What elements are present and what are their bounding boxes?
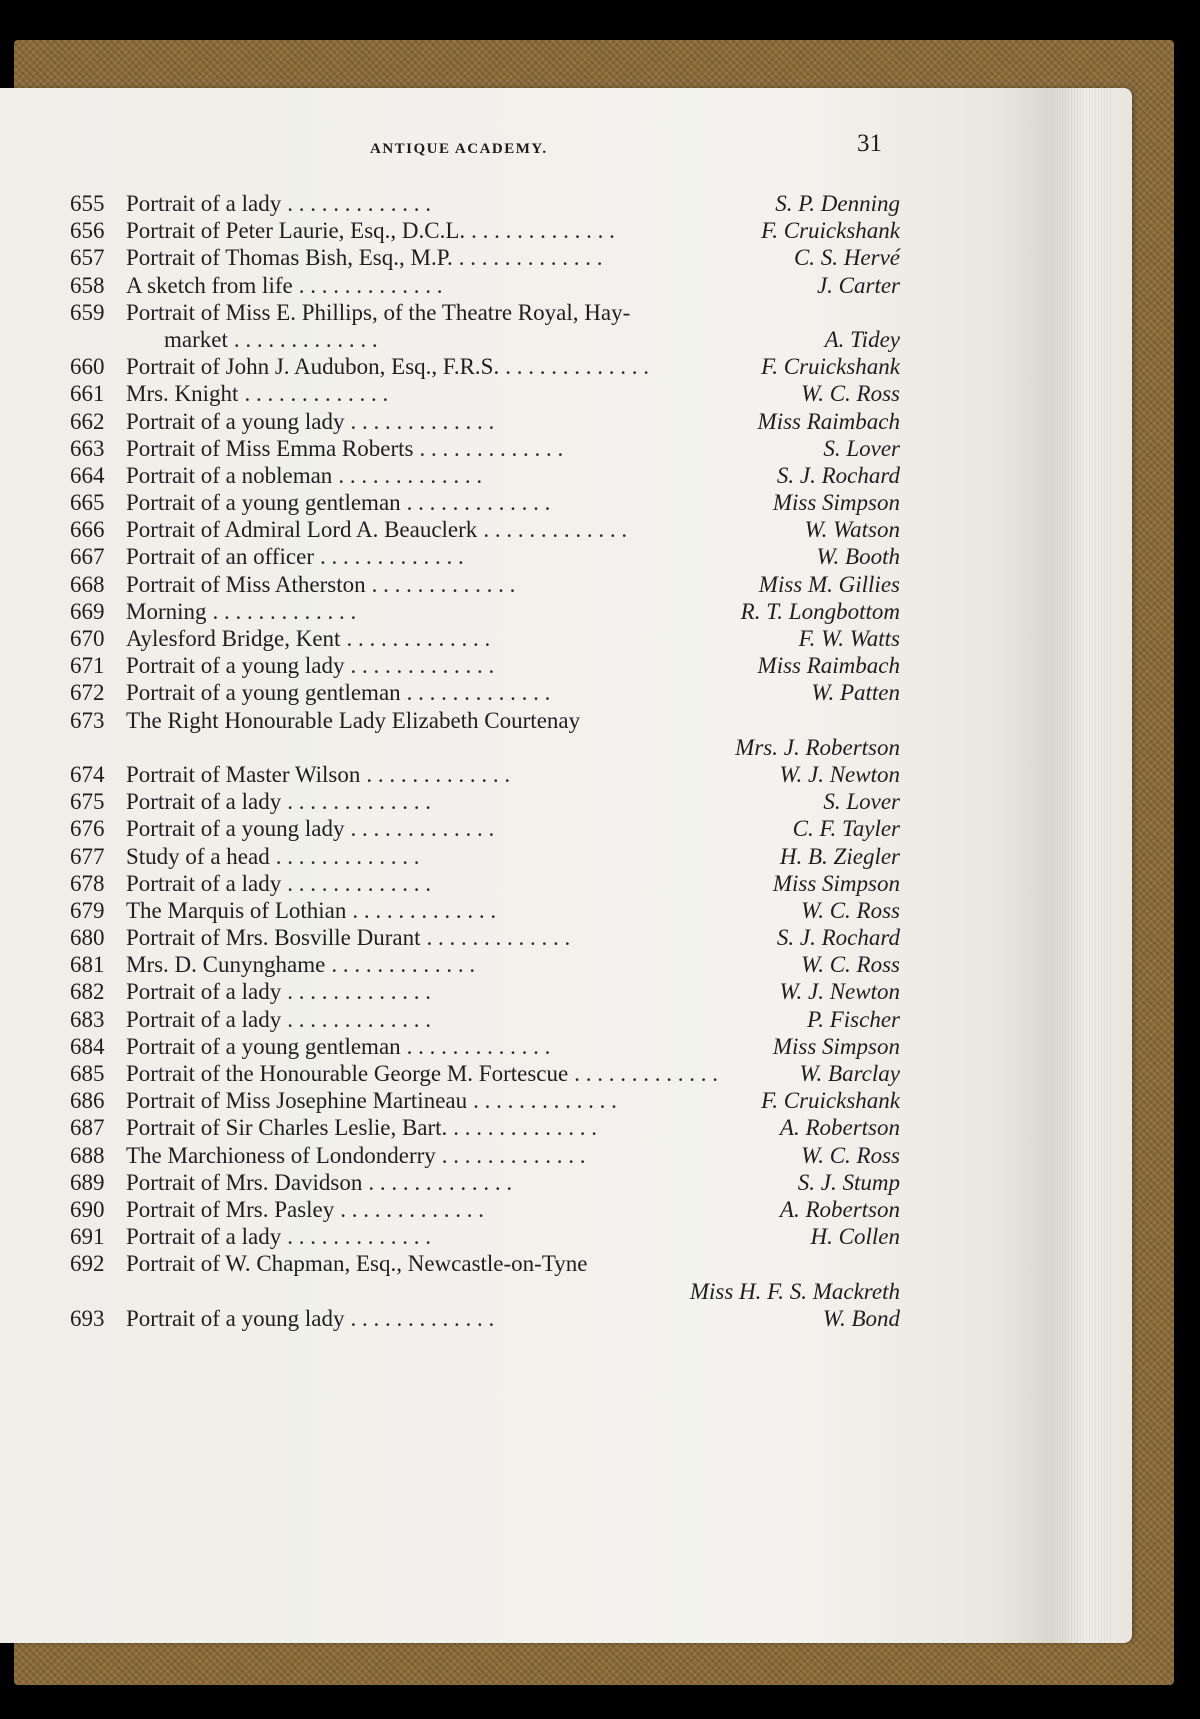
- entry-number: 667: [70, 544, 105, 570]
- leader-dots: . . . . . . . . . . . . .: [406, 490, 551, 516]
- catalogue-entry: [70, 1033, 900, 1060]
- entry-artist: H. Collen: [810, 1224, 900, 1250]
- entry-artist: W. Watson: [804, 517, 900, 543]
- leader-dots: . . . . . . . . . . . . .: [419, 435, 564, 461]
- leader-dots: . . . . . . . . . . . . .: [350, 816, 495, 842]
- entry-number: 676: [70, 816, 105, 842]
- entry-number: 691: [70, 1224, 105, 1250]
- leader-dots: . . . . . . . . . . . . .: [441, 1142, 586, 1168]
- entry-title: Portrait of Peter Laurie, Esq., D.C.L.: [126, 218, 466, 244]
- entry-title: Portrait of a lady: [126, 191, 282, 216]
- entry-artist: F. Cruickshank: [761, 218, 900, 244]
- entry-artist: Miss M. Gillies: [758, 571, 900, 597]
- catalogue-entry: [70, 734, 900, 761]
- leader-dots: . . . . . . . . . . . . .: [574, 1061, 718, 1086]
- catalogue-entry: [70, 1087, 900, 1114]
- entry-number: 686: [70, 1088, 105, 1114]
- entry-number: 690: [70, 1196, 105, 1222]
- leader-dots: . . . . . . . . . . . . .: [233, 326, 378, 352]
- entry-artist: P. Fischer: [807, 1006, 900, 1032]
- entry-number: 661: [70, 381, 105, 407]
- leader-dots: . . . . . . . . . . . . .: [350, 653, 495, 679]
- catalogue-entry: [70, 707, 900, 734]
- leader-dots: . . . . . . . . . . . . .: [368, 1169, 513, 1195]
- entry-number: 663: [70, 435, 105, 461]
- entry-title: Portrait of a young gentleman: [126, 680, 401, 706]
- catalogue-entry: [70, 217, 900, 244]
- entry-artist: A. Tidey: [824, 326, 900, 352]
- entry-artist: S. J. Rochard: [776, 925, 900, 951]
- page-number: 31: [857, 130, 882, 157]
- catalogue-entry: [70, 1006, 900, 1033]
- entry-title: Portrait of a young lady: [126, 1305, 345, 1331]
- entry-artist: R. T. Longbottom: [740, 598, 900, 624]
- entry-number: 683: [70, 1006, 105, 1032]
- entry-number: 679: [70, 897, 105, 923]
- entry-title: Portrait of a nobleman: [126, 462, 333, 488]
- entry-title: Portrait of Miss Josephine Martineau: [126, 1088, 468, 1114]
- entry-title: Portrait of Miss E. Phillips, of the Theatre Royal, Hay-: [126, 299, 631, 325]
- catalogue-entry: [70, 652, 900, 679]
- entry-title: Portrait of Admiral Lord A. Beauclerk: [126, 517, 478, 543]
- entry-title: Portrait of a lady: [126, 979, 282, 1005]
- catalogue-entry: [70, 571, 900, 598]
- entry-number: 687: [70, 1115, 105, 1141]
- entry-number: 685: [70, 1061, 105, 1086]
- leader-dots: . . . . . . . . . . . . .: [350, 1305, 495, 1331]
- entry-artist: W. Patten: [811, 680, 900, 706]
- entry-title: Portrait of an officer: [126, 544, 314, 570]
- leader-dots: . . . . . . . . . . . . .: [406, 1033, 551, 1059]
- entry-title: Portrait of W. Chapman, Esq., Newcastle-on-Tyne: [126, 1251, 588, 1277]
- catalogue-entry: [70, 978, 900, 1005]
- entry-artist: S. P. Denning: [775, 191, 900, 216]
- leader-dots: . . . . . . . . . . . . .: [319, 544, 464, 570]
- leader-dots: . . . . . . . . . . . . .: [275, 843, 420, 869]
- entry-title: Mrs. Knight: [126, 381, 239, 407]
- entry-title: Portrait of a lady: [126, 1006, 282, 1032]
- leader-dots: . . . . . . . . . . . . .: [331, 952, 476, 978]
- leader-dots: . . . . . . . . . . . . .: [287, 1224, 431, 1250]
- catalogue-entry: [70, 625, 900, 652]
- leader-dots: . . . . . . . . . . . . .: [212, 598, 357, 624]
- entry-artist: Mrs. J. Robertson: [735, 734, 900, 760]
- leader-dots: . . . . . . . . . . . . .: [505, 354, 649, 380]
- leader-dots: . . . . . . . . . . . . .: [406, 680, 551, 706]
- catalogue-entry: [70, 326, 900, 353]
- catalogue-entry: [70, 272, 900, 299]
- entry-title: Portrait of a lady: [126, 870, 282, 896]
- leader-dots: . . . . . . . . . . . . .: [350, 408, 495, 434]
- catalogue-entry: [70, 897, 900, 924]
- entry-artist: Miss Simpson: [772, 1033, 900, 1059]
- entry-number: 693: [70, 1305, 105, 1331]
- entry-number: 662: [70, 408, 105, 434]
- catalogue-entry: [70, 951, 900, 978]
- entry-title: Portrait of a lady: [126, 789, 282, 815]
- catalogue-entry: [70, 1305, 900, 1332]
- entry-title: market: [164, 326, 228, 352]
- leader-dots: . . . . . . . . . . . . .: [287, 789, 431, 815]
- entry-artist: A. Robertson: [779, 1115, 900, 1141]
- entry-number: 657: [70, 245, 105, 271]
- leader-dots: . . . . . . . . . . . . .: [298, 272, 443, 298]
- entry-number: 677: [70, 843, 105, 869]
- catalogue-entry: [70, 815, 900, 842]
- entry-number: 670: [70, 626, 105, 651]
- entry-number: 681: [70, 952, 105, 978]
- entry-title: Portrait of Master Wilson: [126, 761, 361, 787]
- running-head: ANTIQUE ACADEMY.: [370, 141, 548, 157]
- entry-title: Portrait of Thomas Bish, Esq., M.P.: [126, 245, 453, 271]
- entry-title: The Marquis of Lothian: [126, 897, 347, 923]
- leader-dots: . . . . . . . . . . . . .: [471, 218, 615, 244]
- entry-number: 665: [70, 490, 105, 516]
- entry-artist: H. B. Ziegler: [779, 843, 900, 869]
- catalogue-entry: [70, 1223, 900, 1250]
- entry-title: Portrait of Miss Emma Roberts: [126, 435, 414, 461]
- entry-title: Portrait of the Honourable George M. Fortescue: [126, 1061, 569, 1086]
- entry-artist: S. Lover: [823, 789, 900, 815]
- entry-artist: C. F. Tayler: [792, 816, 900, 842]
- catalogue-entry: [70, 190, 900, 217]
- catalogue-entry: [70, 843, 900, 870]
- leader-dots: . . . . . . . . . . . . .: [483, 517, 628, 543]
- leader-dots: . . . . . . . . . . . . .: [346, 626, 491, 651]
- catalogue-entry: [70, 380, 900, 407]
- entry-title: Portrait of Sir Charles Leslie, Bart.: [126, 1115, 448, 1141]
- catalogue-entry: [70, 543, 900, 570]
- entry-artist: W. C. Ross: [801, 897, 900, 923]
- catalogue-entry: [70, 1142, 900, 1169]
- entry-number: 672: [70, 680, 105, 706]
- entry-artist: Miss Raimbach: [757, 653, 900, 679]
- entry-title: Portrait of Mrs. Pasley: [126, 1196, 335, 1222]
- leader-dots: . . . . . . . . . . . . .: [287, 979, 431, 1005]
- entry-artist: W. Booth: [816, 544, 900, 570]
- leader-dots: . . . . . . . . . . . . .: [287, 870, 431, 896]
- entry-artist: J. Carter: [816, 272, 900, 298]
- catalogue-entry: [70, 788, 900, 815]
- leader-dots: . . . . . . . . . . . . .: [287, 1006, 431, 1032]
- entry-title: A sketch from life: [126, 272, 293, 298]
- entry-number: 655: [70, 191, 105, 216]
- entry-title: Portrait of Mrs. Davidson: [126, 1169, 363, 1195]
- catalogue-entry: [70, 598, 900, 625]
- entry-number: 684: [70, 1033, 105, 1059]
- entry-number: 668: [70, 571, 105, 597]
- entry-artist: F. Cruickshank: [761, 354, 900, 380]
- page-edge: [1062, 88, 1112, 1643]
- catalogue-entry: [70, 870, 900, 897]
- entry-artist: W. Bond: [822, 1305, 900, 1331]
- entry-artist: W. C. Ross: [801, 952, 900, 978]
- entry-number: 682: [70, 979, 105, 1005]
- entry-number: 658: [70, 272, 105, 298]
- catalogue-entry: [70, 1169, 900, 1196]
- entry-title: The Right Honourable Lady Elizabeth Courtenay: [126, 707, 581, 733]
- entry-artist: Miss Raimbach: [757, 408, 900, 434]
- entry-number: 666: [70, 517, 105, 543]
- entry-number: 664: [70, 462, 105, 488]
- entry-artist: F. W. Watts: [798, 626, 900, 651]
- catalogue-entry: [70, 679, 900, 706]
- catalogue-entry: [70, 516, 900, 543]
- entry-title: Portrait of a young gentleman: [126, 490, 401, 516]
- catalogue-entry: [70, 489, 900, 516]
- entry-artist: Miss Simpson: [772, 870, 900, 896]
- entry-title: Morning: [126, 598, 207, 624]
- catalogue-entry: [70, 1196, 900, 1223]
- catalogue-entry: [70, 462, 900, 489]
- leader-dots: . . . . . . . . . . . . .: [352, 897, 497, 923]
- entry-title: Portrait of a lady: [126, 1224, 282, 1250]
- entry-artist: S. J. Stump: [797, 1169, 900, 1195]
- catalogue-entry: [70, 1114, 900, 1141]
- entry-artist: W. Barclay: [799, 1061, 900, 1086]
- entry-artist: S. Lover: [823, 435, 900, 461]
- entry-artist: S. J. Rochard: [776, 462, 900, 488]
- entry-title: Portrait of a young lady: [126, 816, 345, 842]
- entry-number: 673: [70, 707, 105, 733]
- entry-number: 656: [70, 218, 105, 244]
- entry-number: 680: [70, 925, 105, 951]
- entry-title: Study of a head: [126, 843, 270, 869]
- entry-artist: W. C. Ross: [801, 381, 900, 407]
- entry-number: 674: [70, 761, 105, 787]
- catalogue-list: [70, 190, 900, 1332]
- catalogue-entry: [70, 1060, 900, 1087]
- entry-title: The Marchioness of Londonderry: [126, 1142, 436, 1168]
- entry-artist: W. J. Newton: [779, 761, 900, 787]
- entry-number: 678: [70, 870, 105, 896]
- leader-dots: . . . . . . . . . . . . .: [426, 925, 571, 951]
- entry-number: 659: [70, 299, 105, 325]
- catalogue-entry: [70, 353, 900, 380]
- entry-artist: C. S. Hervé: [793, 245, 900, 271]
- catalogue-entry: [70, 299, 900, 326]
- entry-number: 669: [70, 598, 105, 624]
- catalogue-entry: [70, 408, 900, 435]
- catalogue-entry: [70, 924, 900, 951]
- entry-title: Portrait of a young lady: [126, 653, 345, 679]
- entry-title: Portrait of a young gentleman: [126, 1033, 401, 1059]
- leader-dots: . . . . . . . . . . . . .: [371, 571, 516, 597]
- entry-artist: A. Robertson: [779, 1196, 900, 1222]
- catalogue-entry: [70, 244, 900, 271]
- catalogue-entry: [70, 761, 900, 788]
- leader-dots: . . . . . . . . . . . . .: [366, 761, 511, 787]
- leader-dots: . . . . . . . . . . . . .: [458, 245, 603, 271]
- leader-dots: . . . . . . . . . . . . .: [338, 462, 483, 488]
- leader-dots: . . . . . . . . . . . . .: [287, 191, 431, 216]
- entry-artist: Miss Simpson: [772, 490, 900, 516]
- entry-title: Mrs. D. Cunynghame: [126, 952, 326, 978]
- entry-number: 688: [70, 1142, 105, 1168]
- entry-title: Portrait of Miss Atherston: [126, 571, 366, 597]
- catalogue-entry: [70, 1278, 900, 1305]
- entry-number: 671: [70, 653, 105, 679]
- leader-dots: . . . . . . . . . . . . .: [244, 381, 389, 407]
- leader-dots: . . . . . . . . . . . . .: [453, 1115, 598, 1141]
- entry-artist: W. C. Ross: [801, 1142, 900, 1168]
- entry-artist: W. J. Newton: [779, 979, 900, 1005]
- entry-title: Portrait of Mrs. Bosville Durant: [126, 925, 421, 951]
- entry-title: Portrait of a young lady: [126, 408, 345, 434]
- leader-dots: . . . . . . . . . . . . .: [473, 1088, 617, 1114]
- catalogue-entry: [70, 435, 900, 462]
- entry-number: 660: [70, 354, 105, 380]
- entry-number: 675: [70, 789, 105, 815]
- entry-artist: F. Cruickshank: [761, 1088, 900, 1114]
- catalogue-entry: [70, 1250, 900, 1277]
- entry-artist: Miss H. F. S. Mackreth: [689, 1278, 900, 1304]
- entry-number: 692: [70, 1251, 105, 1277]
- leader-dots: . . . . . . . . . . . . .: [340, 1196, 485, 1222]
- entry-number: 689: [70, 1169, 105, 1195]
- entry-title: Aylesford Bridge, Kent: [126, 626, 341, 651]
- entry-title: Portrait of John J. Audubon, Esq., F.R.S.: [126, 354, 500, 380]
